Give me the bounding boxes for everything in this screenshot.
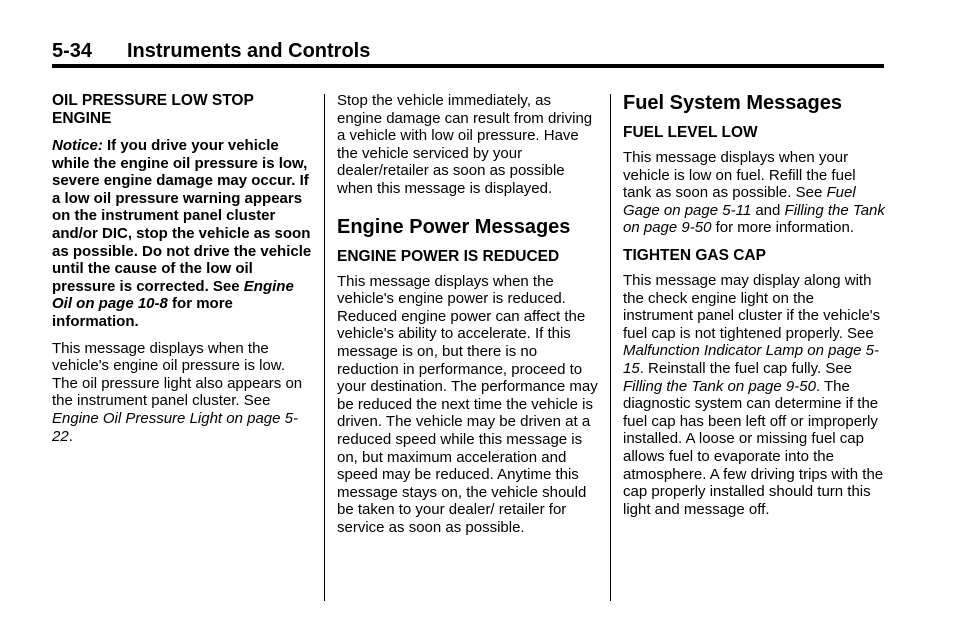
sub-heading-engine-power-reduced: ENGINE POWER IS REDUCED — [337, 247, 560, 265]
p1-end: for more information. — [711, 219, 854, 237]
para-end: . — [68, 427, 73, 445]
column-3 — [623, 92, 885, 518]
page-header — [52, 38, 884, 68]
notice-paragraph — [52, 137, 314, 331]
para-text: This message displays when the vehicle's engine oil pressure is low. The oil pressure light also appears on the instrument panel cluster. See — [52, 339, 303, 410]
sub-heading-fuel-level-low: FUEL LEVEL LOW — [623, 124, 758, 141]
notice-end: for more information. — [52, 295, 233, 330]
p1-and: and — [751, 201, 785, 219]
p2-end: . The diagnostic system can determine if the fuel cap has been left off or improperly installed. A loose or missing fuel cap allows fuel to evaporate into the atmosphere. A few driving trips with the cap properly installed should turn this light and message off. — [623, 377, 884, 518]
para-reference: Engine Oil Pressure Light on page 5-22 — [52, 409, 298, 445]
notice-text: If you drive your vehicle while the engine oil pressure is low, severe engine damage may occur. If a low oil pressure warning appears on the instrument panel cluster and/or DIC, stop the vehicle as soon as possible. Do not drive the vehicle until the cause of the low oil pressure is corrected. See — [52, 137, 312, 295]
p1-text: This message displays when your vehicle is low on fuel. Refill the fuel tank as soon as possible. See — [623, 149, 856, 202]
sub-heading-oil-pressure: OIL PRESSURE LOW STOP ENGINE — [52, 92, 254, 127]
column-divider — [324, 94, 325, 601]
gas-cap-paragraph — [623, 272, 885, 518]
heading-engine-power: Engine Power Messages — [337, 215, 571, 238]
engine-power-paragraph: This message displays when the vehicle's engine power is reduced. Reduced engine power can affect the vehicle's ability to accelerate. If this message is on, but there is no reduction in performance, proceed to your destination. The performance may be reduced the next time the vehicle is driven. The vehicle may be driven at a reduced speed while this message is on, but maximum acceleration and speed may be reduced. Anytime this message stays on, the vehicle should be taken to your dealer/ retailer for service as soon as possible. — [337, 272, 598, 536]
notice-reference: Engine Oil on page 10-8 — [52, 277, 294, 313]
p2-reference-1: Malfunction Indicator Lamp on page 5-15 — [623, 342, 879, 377]
sub-heading-tighten-gas-cap: TIGHTEN GAS CAP — [623, 246, 766, 264]
p1-reference-2: Filling the Tank on page 9-50 — [623, 201, 885, 237]
column-divider — [610, 94, 611, 601]
page-number: 5-34 — [52, 40, 93, 62]
fuel-level-paragraph — [623, 149, 885, 237]
stop-vehicle-paragraph: Stop the vehicle immediately, as engine damage can result from driving a vehicle with low oil pressure. Have the vehicle serviced by your dealer/retailer as soon as possible when this message is displayed. — [337, 92, 593, 197]
section-title: Instruments and Controls — [127, 40, 371, 62]
oil-pressure-paragraph — [52, 340, 314, 446]
p1-reference-1: Fuel Gage on page 5-11 — [623, 184, 856, 219]
column-1 — [52, 92, 314, 445]
column-2 — [337, 92, 599, 536]
p2-mid: . Reinstall the fuel cap fully. See — [639, 359, 853, 377]
notice-label: Notice: — [52, 137, 103, 154]
heading-fuel-system: Fuel System Messages — [623, 92, 842, 114]
p2-text: This message may display along with the check engine light on the instrument panel cluster if the vehicle's fuel cap is not tightened properly. See — [623, 271, 881, 342]
p2-reference-2: Filling the Tank on page 9-50 — [623, 377, 816, 395]
